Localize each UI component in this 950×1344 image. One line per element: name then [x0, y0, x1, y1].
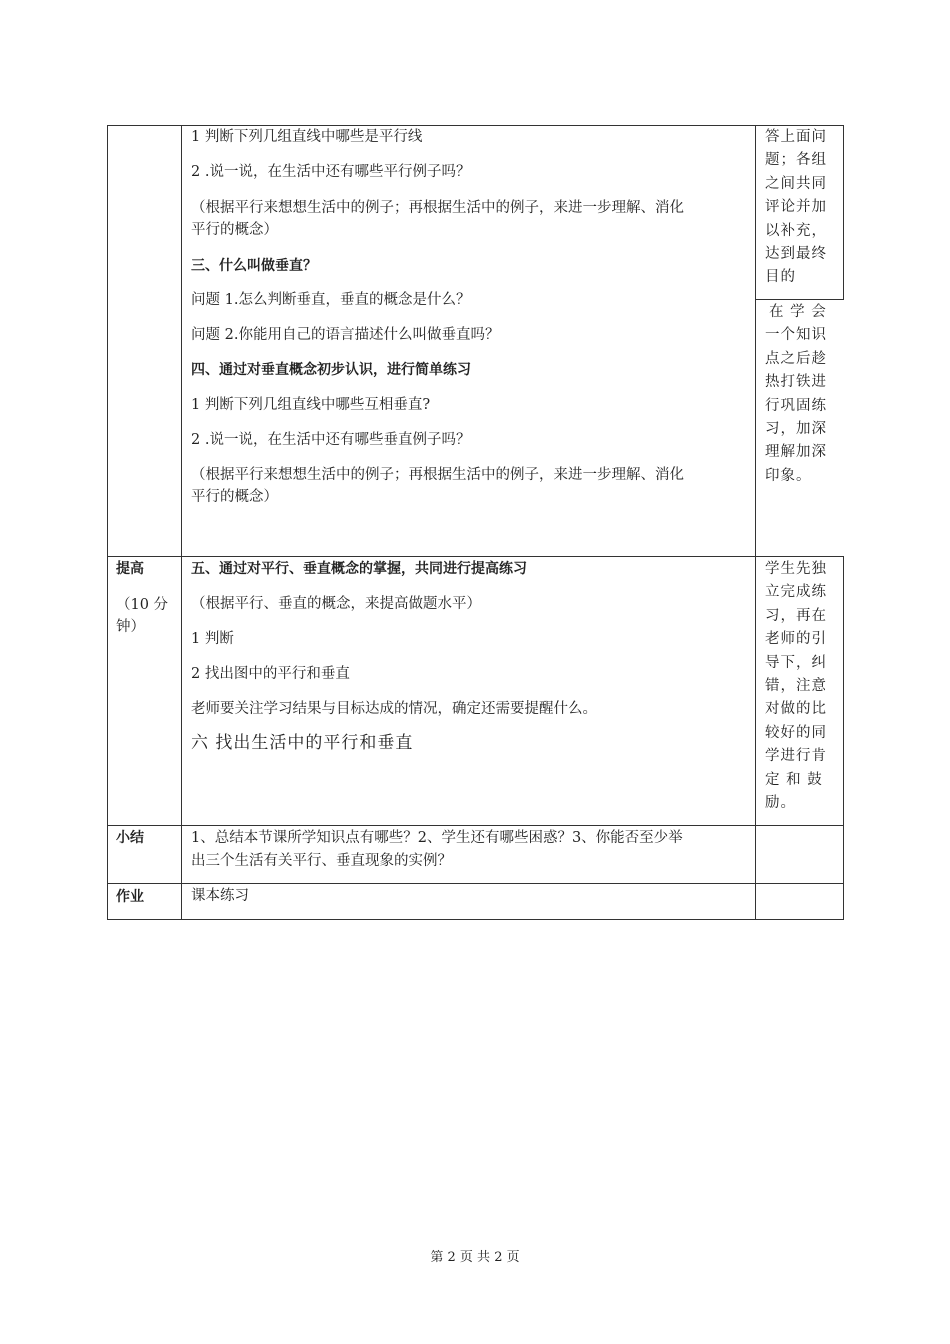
notes-cell	[765, 126, 837, 290]
notes-line: 对做的比	[765, 701, 827, 718]
notes-line: 答上面问	[765, 129, 827, 145]
column-divider	[755, 125, 756, 920]
row-divider	[107, 883, 844, 884]
row-label: 提高	[116, 561, 144, 577]
notes-line: 印象。	[765, 467, 812, 484]
notes-line: 题；各组	[765, 152, 827, 169]
notes-line: 行巩固练	[765, 397, 827, 414]
notes-cell-divider	[755, 299, 844, 300]
notes-line: 习，加深	[765, 421, 827, 438]
section-heading: 六 找出生活中的平行和垂直	[191, 733, 414, 753]
notes-line: 导下，纠	[765, 654, 827, 671]
section-heading: 五、通过对平行、垂直概念的掌握，共同进行提高练习	[191, 561, 527, 577]
content-line: 问题 2.你能用自己的语言描述什么叫做垂直吗？	[191, 327, 500, 343]
row-divider	[107, 825, 844, 826]
notes-line: 热打铁进	[765, 374, 827, 391]
content-line: 平行的概念）	[191, 489, 278, 505]
content-line: 2 .说一说，在生活中还有哪些平行例子吗？	[191, 164, 471, 180]
notes-line: 一个知识	[765, 327, 827, 344]
content-line: 问题 1.怎么判断垂直，垂直的概念是什么？	[191, 292, 471, 308]
content-line: 老师要关注学习结果与目标达成的情况，确定还需要提醒什么。	[191, 701, 597, 717]
notes-line: 以补充，	[765, 222, 827, 239]
page-footer: 第 2 页 共 2 页	[430, 1250, 520, 1265]
notes-line: 错，注意	[765, 678, 827, 695]
table-border-bottom	[107, 919, 844, 920]
content-line: 平行的概念）	[191, 222, 278, 238]
section-heading: 三、什么叫做垂直？	[191, 258, 317, 274]
notes-line: 目的	[765, 269, 796, 286]
notes-line: 老师的引	[765, 631, 827, 648]
content-line: 1 判断下列几组直线中哪些互相垂直?	[191, 397, 431, 413]
notes-line: 理解加深	[765, 444, 827, 461]
notes-cell	[765, 301, 837, 488]
notes-line: 较好的同	[765, 724, 827, 741]
notes-line: 达到最终	[765, 246, 827, 263]
content-line: （根据平行来想想生活中的例子；再根据生活中的例子，来进一步理解、消化	[191, 467, 684, 483]
content-line: 课本练习	[191, 888, 249, 904]
notes-line: 点之后趁	[765, 350, 827, 367]
row-label: 小结	[116, 830, 144, 846]
content-line: （根据平行、垂直的概念，来提高做题水平）	[191, 596, 481, 612]
notes-line: 励。	[765, 795, 796, 812]
notes-line: 在 学 会	[769, 304, 827, 320]
notes-line: 定 和 鼓	[765, 771, 823, 788]
row-label: 钟）	[116, 619, 145, 635]
content-line: 出三个生活有关平行、垂直现象的实例？	[191, 853, 452, 869]
notes-line: 学生先独	[765, 561, 827, 577]
row-label: （10 分	[116, 597, 169, 613]
notes-border-right	[843, 125, 844, 300]
notes-line: 之间共同	[765, 175, 827, 192]
content-line: 1 判断	[191, 631, 234, 647]
content-line: （根据平行来想想生活中的例子；再根据生活中的例子，来进一步理解、消化	[191, 200, 684, 216]
row-label: 作业	[116, 889, 144, 905]
content-line: 2 .说一说，在生活中还有哪些垂直例子吗？	[191, 432, 471, 448]
notes-line: 学进行肯	[765, 748, 827, 765]
table-border-left	[107, 125, 108, 920]
notes-line: 评论并加	[765, 199, 827, 216]
table-border-right	[843, 556, 844, 920]
column-divider	[181, 125, 182, 920]
content-line: 2 找出图中的平行和垂直	[191, 666, 350, 682]
content-line: 1 判断下列几组直线中哪些是平行线	[191, 129, 423, 145]
notes-line: 习，再在	[765, 607, 827, 624]
row-divider	[107, 556, 844, 557]
notes-line: 立完成练	[765, 584, 827, 601]
notes-cell	[765, 558, 837, 815]
content-line: 1、总结本节课所学知识点有哪些？2、学生还有哪些困惑？3、你能否至少举	[191, 830, 683, 846]
section-heading: 四、通过对垂直概念初步认识，进行简单练习	[191, 362, 471, 378]
